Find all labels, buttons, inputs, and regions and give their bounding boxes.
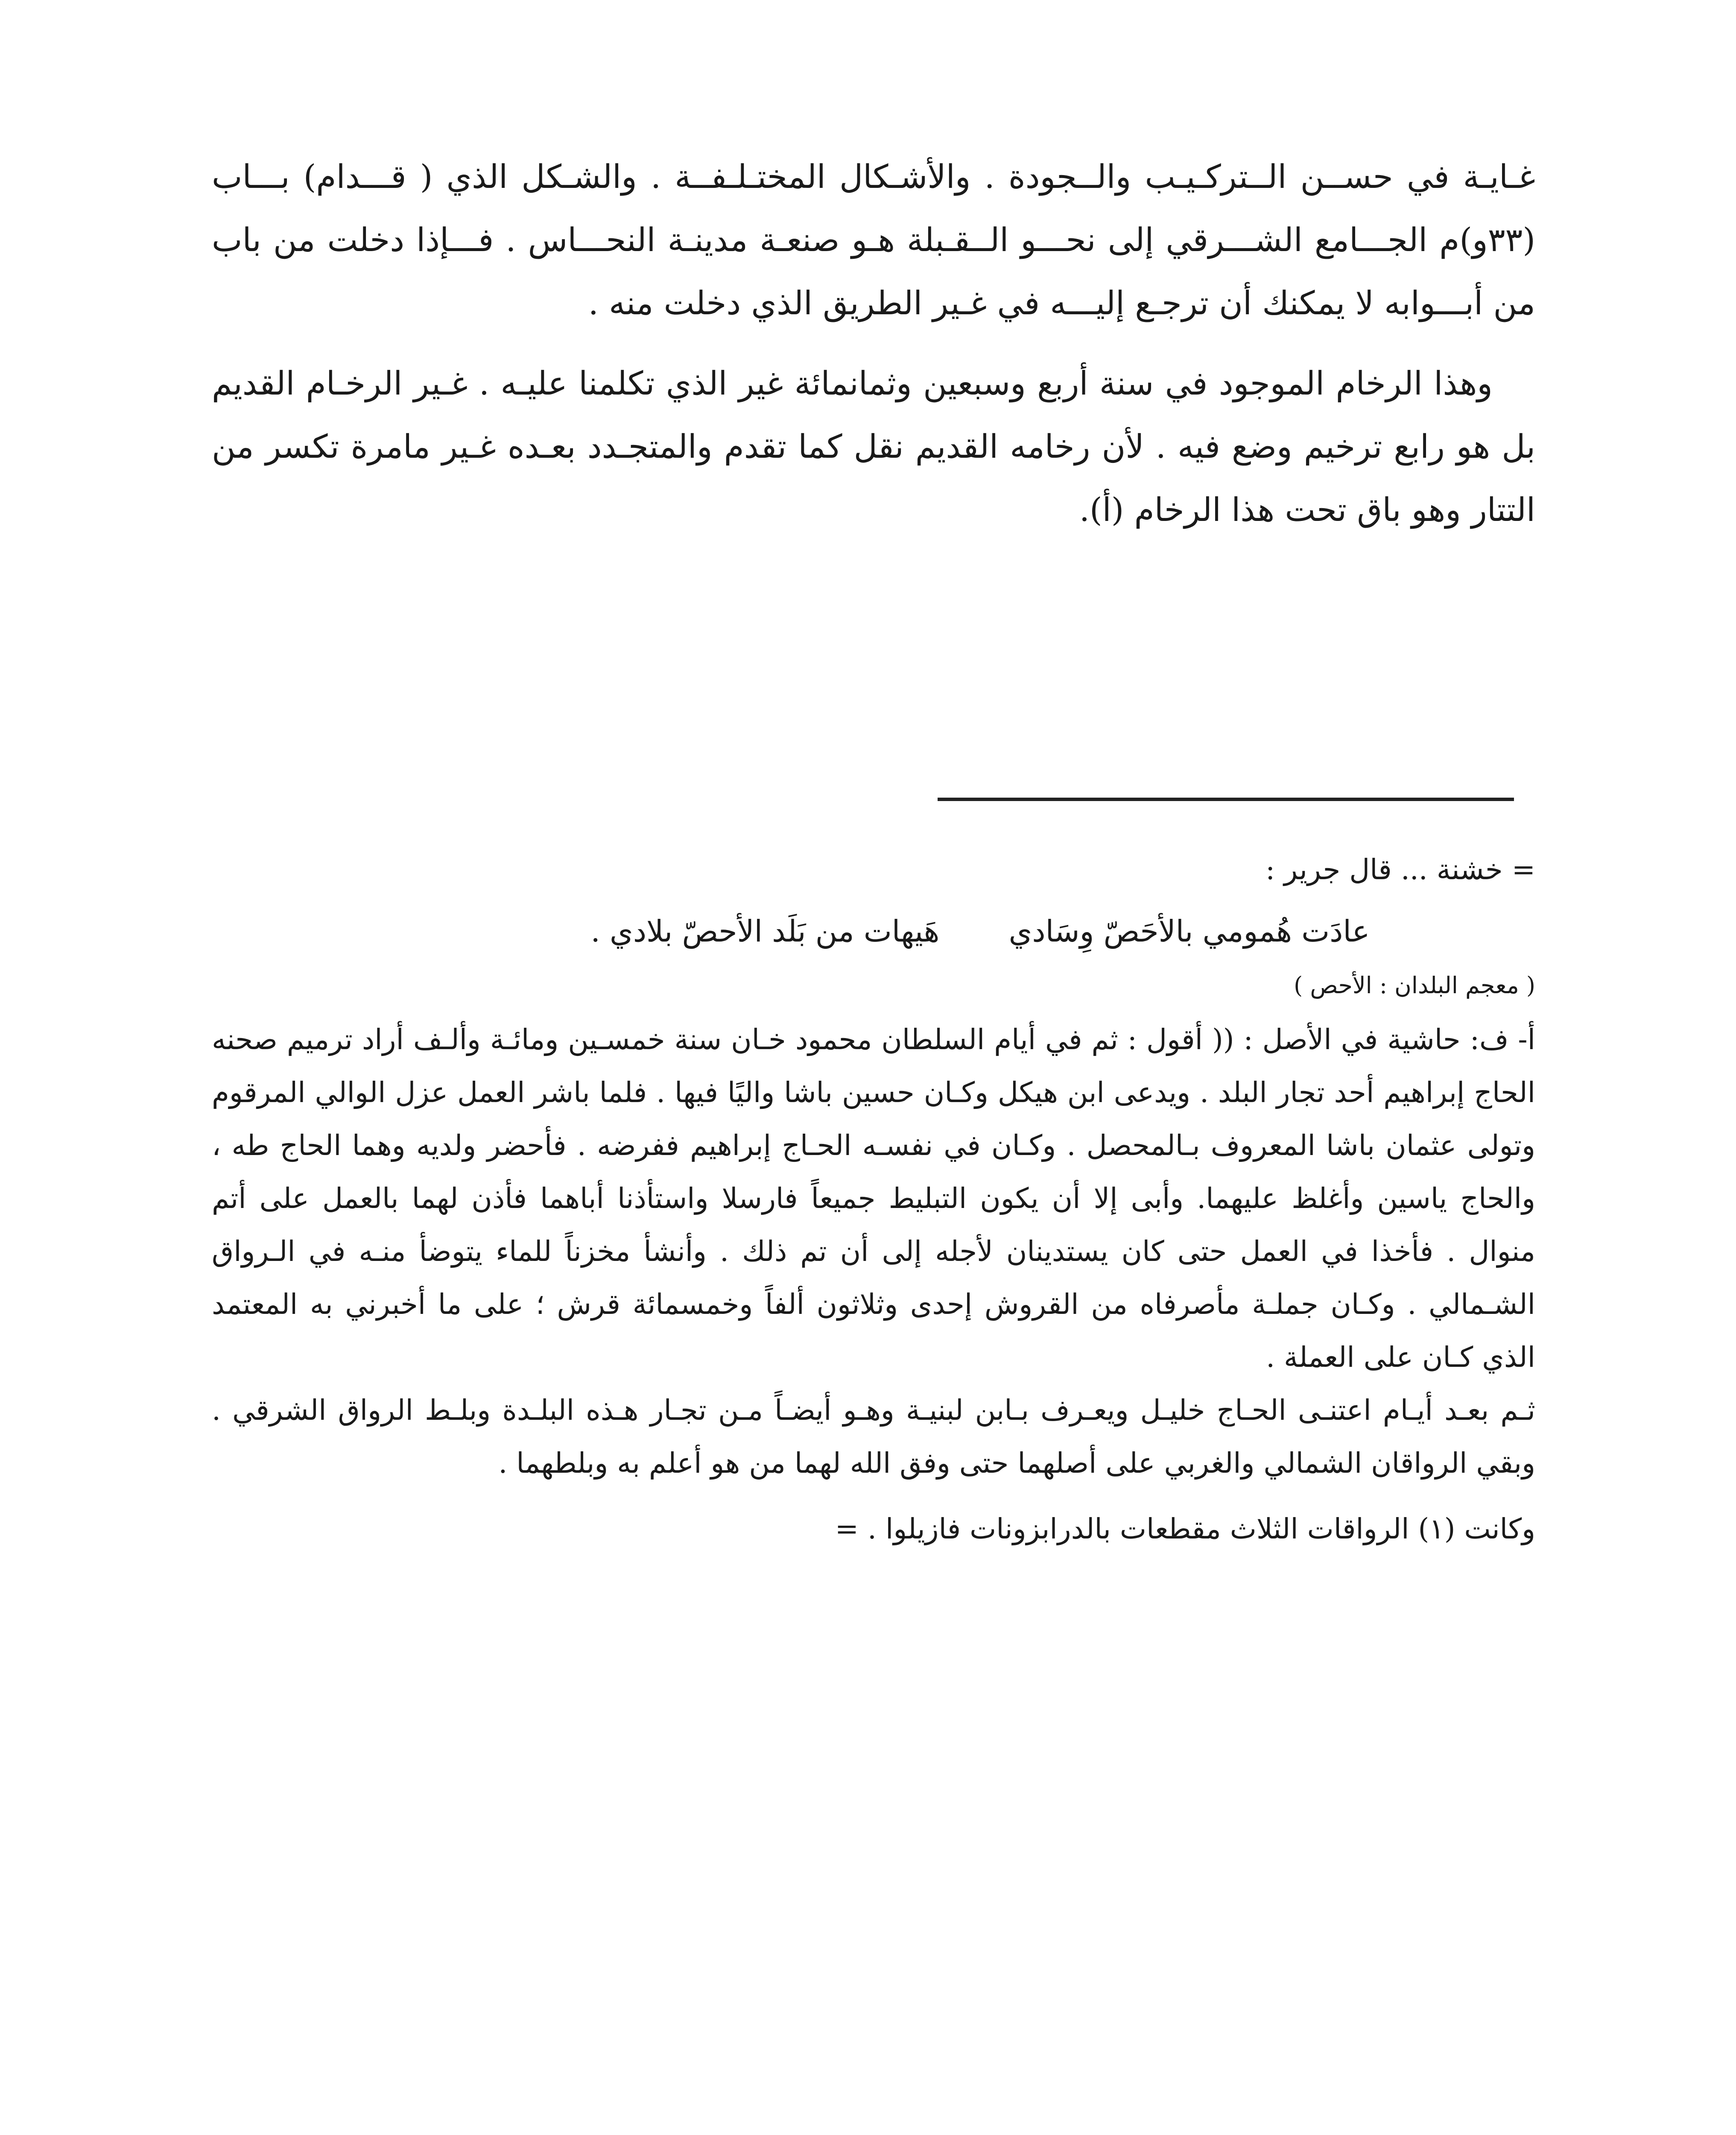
verse-second-hemistich: هَيهات من بَلَد الأحصّ بلادي . [590,914,940,949]
main-text-block [212,145,1535,559]
main-paragraph-2: وهذا الرخام الموجود في سنة أربع وسبعين وثمانمائة غير الذي تكلمنا عليـه . غـير الرخـام القديم بل هو رابع ترخيم وضع فيه . لأن رخامه القديم نقل كما تقدم والمتجـدد بعـده غـير مامرة تكسر من التتار وهو باق تحت هذا الرخام (أ). [212,364,1535,529]
footnote-continuation: = خشنة ... قال جرير : [1265,853,1535,886]
main-paragraph-1: غـايـة في حســن الــتركـيـب والــجودة . والأشـكال المختـلـفــة . والشـكل الذي ( قـــدام) بـــاب (٣٣و)م الجـــامع الشـــرقي إلى نحـــو الــقـبلة هـو صنعـة مدينـة النحـــاس . فـــإذا دخلت من باب من أبـــوابه لا يمكنك أن ترجـع إليـــه في غـير الطريق الذي دخلت منه . [212,158,1535,322]
verse-first-hemistich: عادَت هُمومي بالأحَصّ وِسَادي [1008,914,1370,949]
footnote-a: أ- ف: حاشية في الأصل : (( أقول : ثم في أيام السلطان محمود خـان سنة خمسـين ومائـة وألـف أراد ترميم صحنه الحاج إبراهيم أحد تجار البلد . ويدعى ابن هيكل وكـان حسين باشا واليًا فيها . فلما باشر العمل عزل الوالي المرقوم وتولى عثمان باشا المعروف بـالمحصل . وكـان في نفسـه الحـاج إبراهيم ففرضه . فأحضر ولديه وهما الحاج طه ، والحاج ياسين وأغلظ عليهما. وأبى إلا أن يكون التبليط جميعاً فارسلا واستأذنا أباهما فأذن لهما بالعمل على أتم منوال . فأخذا في العمل حتى كان يستدينان لأجله إلى أن تم ذلك . وأنشأ مخزناً للماء يتوضأ منـه في الـرواق الشـمالي . وكـان جملـة مأصرفاه من القروش إحدى وثلاثون ألفاً وخمسمائة قرش ؛ على ما أخبرني به المعتمد الذي كـان على العملة . [212,1023,1536,1374]
footnote-paragraph-2: ثـم بعـد أيـام اعتنـى الحـاج خليـل ويعـرف بـابن لبنيـة وهـو أيضـاً مـن تجـار هـذه البلـدة وبلـط الرواق الشرقي . وبقي الرواقان الشمالي والغربي على أصلهما حتى وفق الله لهما من هو أعلم به وبلطهما . [212,1394,1536,1480]
poetry-verse [212,905,1535,958]
footnote-paragraph-3: وكانت (١) الرواقات الثلاث مقطعات بالدرابزونات فازيلوا . = [835,1512,1535,1545]
footnotes-block [212,843,1535,1556]
footnote-separator-rule [938,798,1514,801]
footnote-source-citation: ( معجم البلدان : الأحص ) [1294,972,1535,999]
